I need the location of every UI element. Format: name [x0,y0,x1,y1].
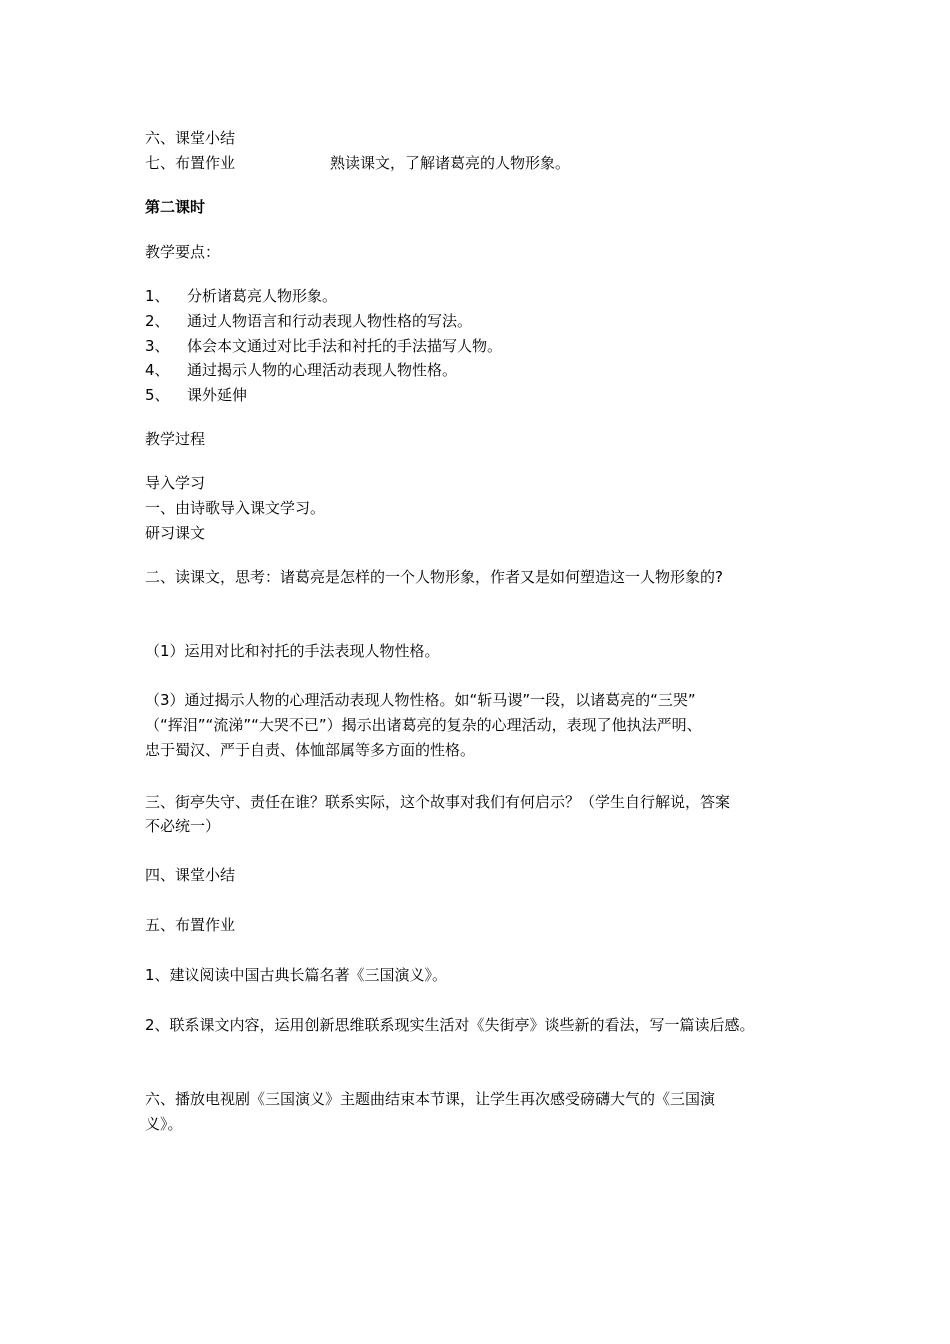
answer-3-line: （“挥泪”“流涕”“大哭不已”）揭示出诸葛亮的复杂的心理活动，表现了他执法严明、 [145,716,702,734]
homework-label: 七、布置作业 [145,154,236,172]
answer-3-line: （3）通过揭示人物的心理活动表现人物性格。如“斩马谡”一段，以诸葛亮的“三哭” [145,691,696,709]
process-heading: 教学过程 [145,430,206,448]
key-point-text: 体会本文通过对比手法和衬托的手法描写人物。 [187,337,503,355]
answer-3-line: 忠于蜀汉、严于自责、体恤部属等多方面的性格。 [145,741,476,759]
section-homework-2: 五、布置作业 [145,916,236,934]
key-point-item [145,337,502,355]
key-point-number: 2、 [145,312,170,330]
lesson-title: 第二课时 [145,198,206,216]
key-point-text: 课外延伸 [187,386,248,404]
key-point-text: 通过人物语言和行动表现人物性格的写法。 [187,312,473,330]
question-3-line: 三、街亭失守、责任在谁？联系实际，这个故事对我们有何启示？（学生自行解说，答案 [145,793,731,811]
section-summary-1: 六、课堂小结 [145,129,236,147]
key-point-item [145,287,337,305]
key-point-text: 通过揭示人物的心理活动表现人物性格。 [187,361,458,379]
section-summary-2: 四、课堂小结 [145,866,236,884]
closing-line: 六、播放电视剧《三国演义》主题曲结束本节课，让学生再次感受磅礴大气的《三国演 [145,1090,716,1108]
key-point-number: 5、 [145,386,170,404]
key-point-number: 3、 [145,337,170,355]
key-point-number: 4、 [145,361,170,379]
key-points-heading: 教学要点： [145,243,221,261]
question-3-line: 不必统一） [145,817,221,835]
section-homework-1 [145,154,570,172]
intro-text: 一、由诗歌导入课文学习。 [145,499,326,517]
homework-item-2: 2、联系课文内容，运用创新思维联系现实生活对《失街亭》谈些新的看法，写一篇读后感。 [145,1016,755,1034]
intro-heading: 导入学习 [145,474,206,492]
answer-1: （1）运用对比和衬托的手法表现人物性格。 [145,642,440,660]
key-point-item [145,361,457,379]
key-point-item [145,312,472,330]
key-point-item [145,386,247,404]
closing-line: 义》。 [145,1115,183,1133]
key-point-text: 分析诸葛亮人物形象。 [187,287,338,305]
study-heading: 研习课文 [145,524,206,542]
homework-item-1: 1、建议阅读中国古典长篇名著《三国演义》。 [145,966,448,984]
homework-text: 熟读课文，了解诸葛亮的人物形象。 [330,154,571,172]
key-point-number: 1、 [145,287,170,305]
question-2: 二、读课文，思考：诸葛亮是怎样的一个人物形象，作者又是如何塑造这一人物形象的? [145,568,723,586]
